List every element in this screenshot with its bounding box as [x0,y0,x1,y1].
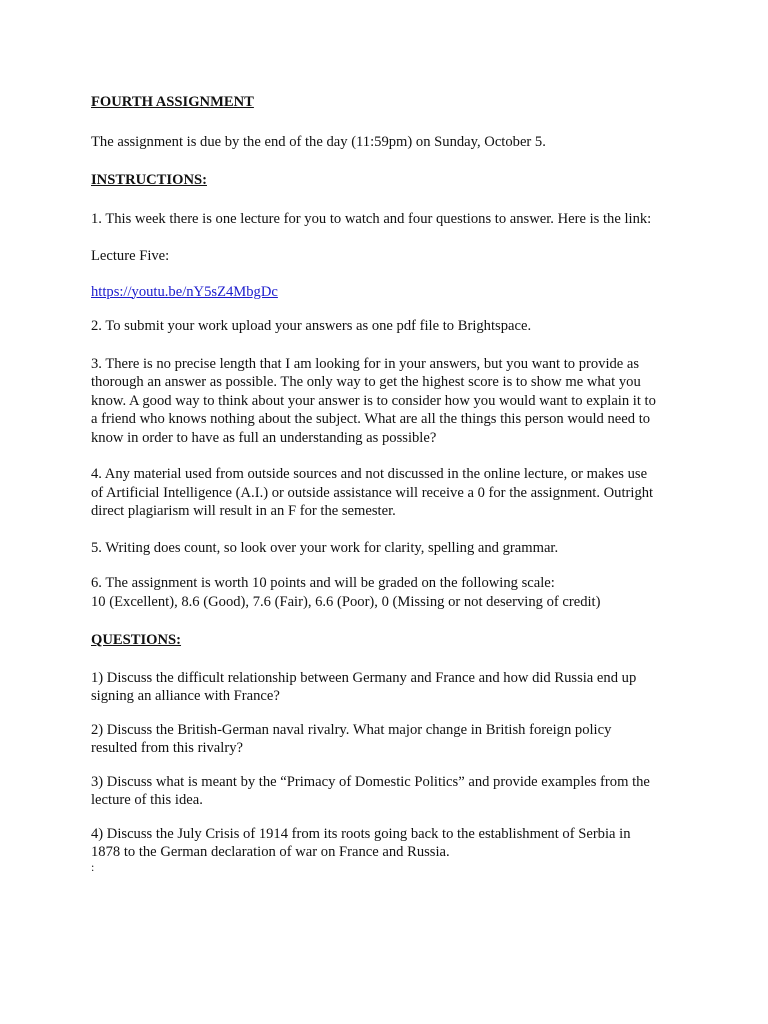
document-title: FOURTH ASSIGNMENT [91,94,254,110]
question-1-line: 1) Discuss the difficult relationship between Germany and France and how did Russia end up [91,669,637,686]
question-2 [91,721,691,758]
instruction-item-4-line: of Artificial Intelligence (A.I.) or outside assistance will receive a 0 for the assignment. Outright [91,484,654,501]
grading-scale-line: 10 (Excellent), 8.6 (Good), 7.6 (Fair), 6.6 (Poor), 0 (Missing or not deserving of credit) [91,593,601,610]
instruction-item-3-line: know in order to have as full an understanding as possible? [91,429,437,446]
lecture-label: Lecture Five: [91,248,170,264]
instruction-item-2: 2. To submit your work upload your answers as one pdf file to Brightspace. [91,318,532,334]
instruction-item-3-line: thorough an answer as possible. The only way to get the highest score is to show me what you [91,374,641,390]
instruction-item-3 [91,355,691,448]
instruction-item-4 [91,465,691,521]
instruction-item-3-line: a friend who knows nothing about the subject. What are all the things this person would need to [91,411,651,427]
due-date-line: The assignment is due by the end of the day (11:59pm) on Sunday, October 5. [91,133,546,150]
instructions-heading: INSTRUCTIONS: [91,172,207,188]
question-4 [91,825,691,862]
instruction-item-4-line: direct plagiarism will result in an F for the semester. [91,503,396,519]
instruction-item-6-line: 6. The assignment is worth 10 points and will be graded on the following scale: [91,575,555,591]
question-2-line: resulted from this rivalry? [91,740,243,756]
instruction-item-4-line: 4. Any material used from outside sources and not discussed in the online lecture, or makes use [91,466,648,482]
question-3 [91,773,691,810]
instruction-item-5: 5. Writing does count, so look over your work for clarity, spelling and grammar. [91,539,559,556]
instruction-item-3-line: know. A good way to think about your answer is to consider how you would want to explain it to [91,392,656,409]
lecture-link-line [91,283,691,302]
lecture-link[interactable]: https://youtu.be/nY5sZ4MbgDc [91,283,278,300]
question-2-line: 2) Discuss the British-German naval rivalry. What major change in British foreign policy [91,721,612,738]
question-1 [91,669,691,706]
assignment-document [91,93,691,876]
question-4-line: 4) Discuss the July Crisis of 1914 from its roots going back to the establishment of Serbia in [91,825,631,842]
questions-heading: QUESTIONS: [91,632,182,648]
instruction-item-1: 1. This week there is one lecture for you to watch and four questions to answer. Here is the link: [91,210,652,227]
question-3-line: 3) Discuss what is meant by the “Primacy of Domestic Politics” and provide examples from the [91,773,650,790]
question-1-line: signing an alliance with France? [91,688,280,704]
question-3-line: lecture of this idea. [91,792,203,808]
trailing-mark: : [91,859,95,874]
instruction-item-6 [91,574,691,611]
instruction-item-3-line: 3. There is no precise length that I am looking for in your answers, but you want to provide as [91,355,640,372]
question-4-line: 1878 to the German declaration of war on France and Russia. [91,844,450,860]
